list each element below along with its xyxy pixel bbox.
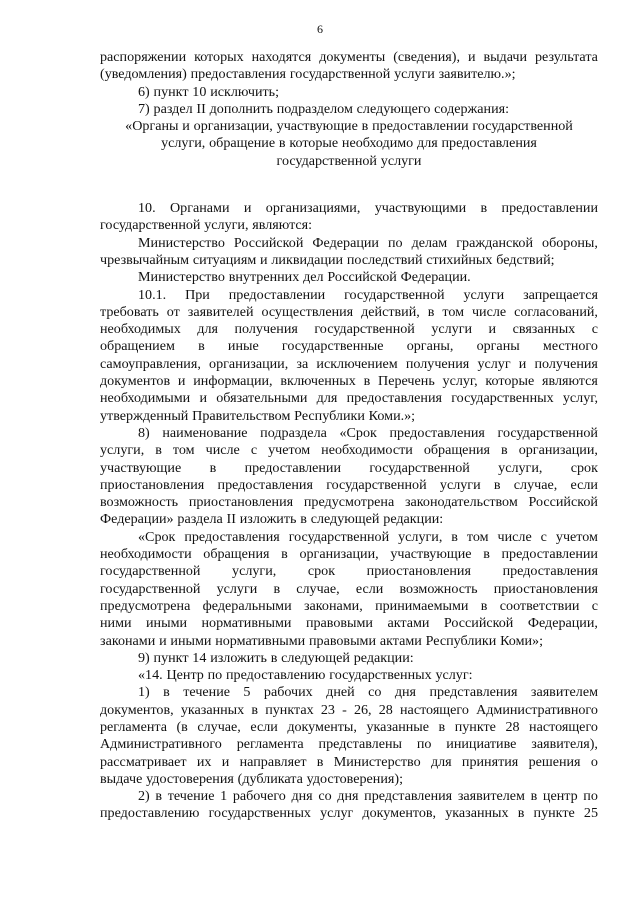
text-line: 10. Органами и организациями, участвующими в предоставлении [138, 200, 598, 217]
text-line: документов, указанных в пунктах 23 - 26, 28 настоящего Административного [100, 701, 598, 718]
text-line: самоуправления, организации, за исключением получения услуг и получения [100, 355, 598, 372]
text-line: утвержденный Правительством Республики Коми.»; [100, 407, 416, 424]
text-line: необходимых для получения государственной услуги и связанных с [100, 321, 598, 338]
text-line: распоряжении которых находятся документы (сведения), и выдачи результата [100, 49, 598, 65]
text-line: 8) наименование подраздела «Срок предоставления государственной [138, 424, 598, 441]
text-line: законами и иными нормативными правовыми актами Республики Коми»; [100, 632, 543, 649]
text-line: государственной услуги, срок приостановления предоставления [100, 563, 598, 580]
text-line: выдаче удостоверения (дубликата удостоверения); [100, 770, 403, 787]
text-line: 1) в течение 5 рабочих дней со дня представления заявителем [138, 684, 598, 701]
text-line: документов и информации, включенных в Перечень услуг, которые являются [100, 373, 598, 390]
text-line: государственной услуги в случае, если возможность приостановления [100, 580, 598, 597]
text-line: участвующие в предоставлении государственной услуги, срок [100, 459, 598, 476]
text-line: регламента (в случае, если документы, указанные в пункте 28 настоящего [100, 718, 598, 735]
text-line: 9) пункт 14 изложить в следующей редакции: [138, 649, 414, 666]
text-line: приостановления предоставления государственной услуги в случае, если [100, 476, 598, 493]
text-line: «Органы и организации, участвующие в предоставлении государственной [125, 118, 573, 135]
text-line: услуги, обращение в которые необходимо для предоставления [161, 135, 537, 152]
text-line: государственной услуги [276, 152, 422, 169]
text-line: 10.1. При предоставлении государственной услуги запрещается [138, 286, 598, 303]
text-line: необходимыми и обязательными для предоставления государственных услуг, [100, 390, 598, 407]
text-line: Министерство внутренних дел Российской Федерации. [138, 269, 471, 286]
text-line: (уведомления) предоставления государственной услуги заявителю.»; [100, 66, 516, 83]
text-line: чрезвычайным ситуациям и ликвидации последствий стихийных бедствий; [100, 251, 555, 268]
text-line: Федерации» раздела II изложить в следующей редакции: [100, 511, 444, 528]
text-line: 7) раздел II дополнить подразделом следующего содержания: [138, 100, 510, 117]
text-line: 6) пункт 10 исключить; [138, 83, 279, 100]
text-line: возможность приостановления предусмотрена законодательством Российской [100, 494, 598, 511]
page-number: 6 [317, 22, 323, 36]
text-line: Министерство Российской Федерации по делам гражданской обороны, [138, 234, 598, 251]
text-line: «14. Центр по предоставлению государственных услуг: [138, 667, 473, 684]
text-line: обращением в иные государственные органы, органы местного [100, 338, 598, 355]
text-line: «Срок предоставления государственной услуги, в том числе с учетом [138, 528, 598, 545]
text-line: необходимости обращения в организации, участвующие в предоставлении [100, 546, 598, 563]
text-line: требовать от заявителей осуществления действий, в том числе согласований, [100, 303, 598, 320]
text-line: рассматривает их и направляет в Министерство для принятия решения о [100, 753, 598, 770]
text-line: ними иными нормативными правовыми актами Российской Федерации, [100, 615, 598, 632]
text-line: услуги, в том числе с учетом необходимости обращения в организации, [100, 442, 598, 459]
paragraph-gap [100, 170, 598, 200]
text-line: государственной услуги, являются: [100, 217, 313, 234]
text-line: 2) в течение 1 рабочего дня со дня представления заявителем в центр по [138, 788, 598, 805]
text-line: предоставлению государственных услуг документов, указанных в пункте 25 [100, 805, 598, 822]
text-line: предусмотрена федеральными законами, принимаемыми в соответствии с [100, 597, 598, 614]
text-line: Административного регламента представлены по инициативе заявителя), [100, 736, 598, 753]
document-body [100, 49, 598, 823]
